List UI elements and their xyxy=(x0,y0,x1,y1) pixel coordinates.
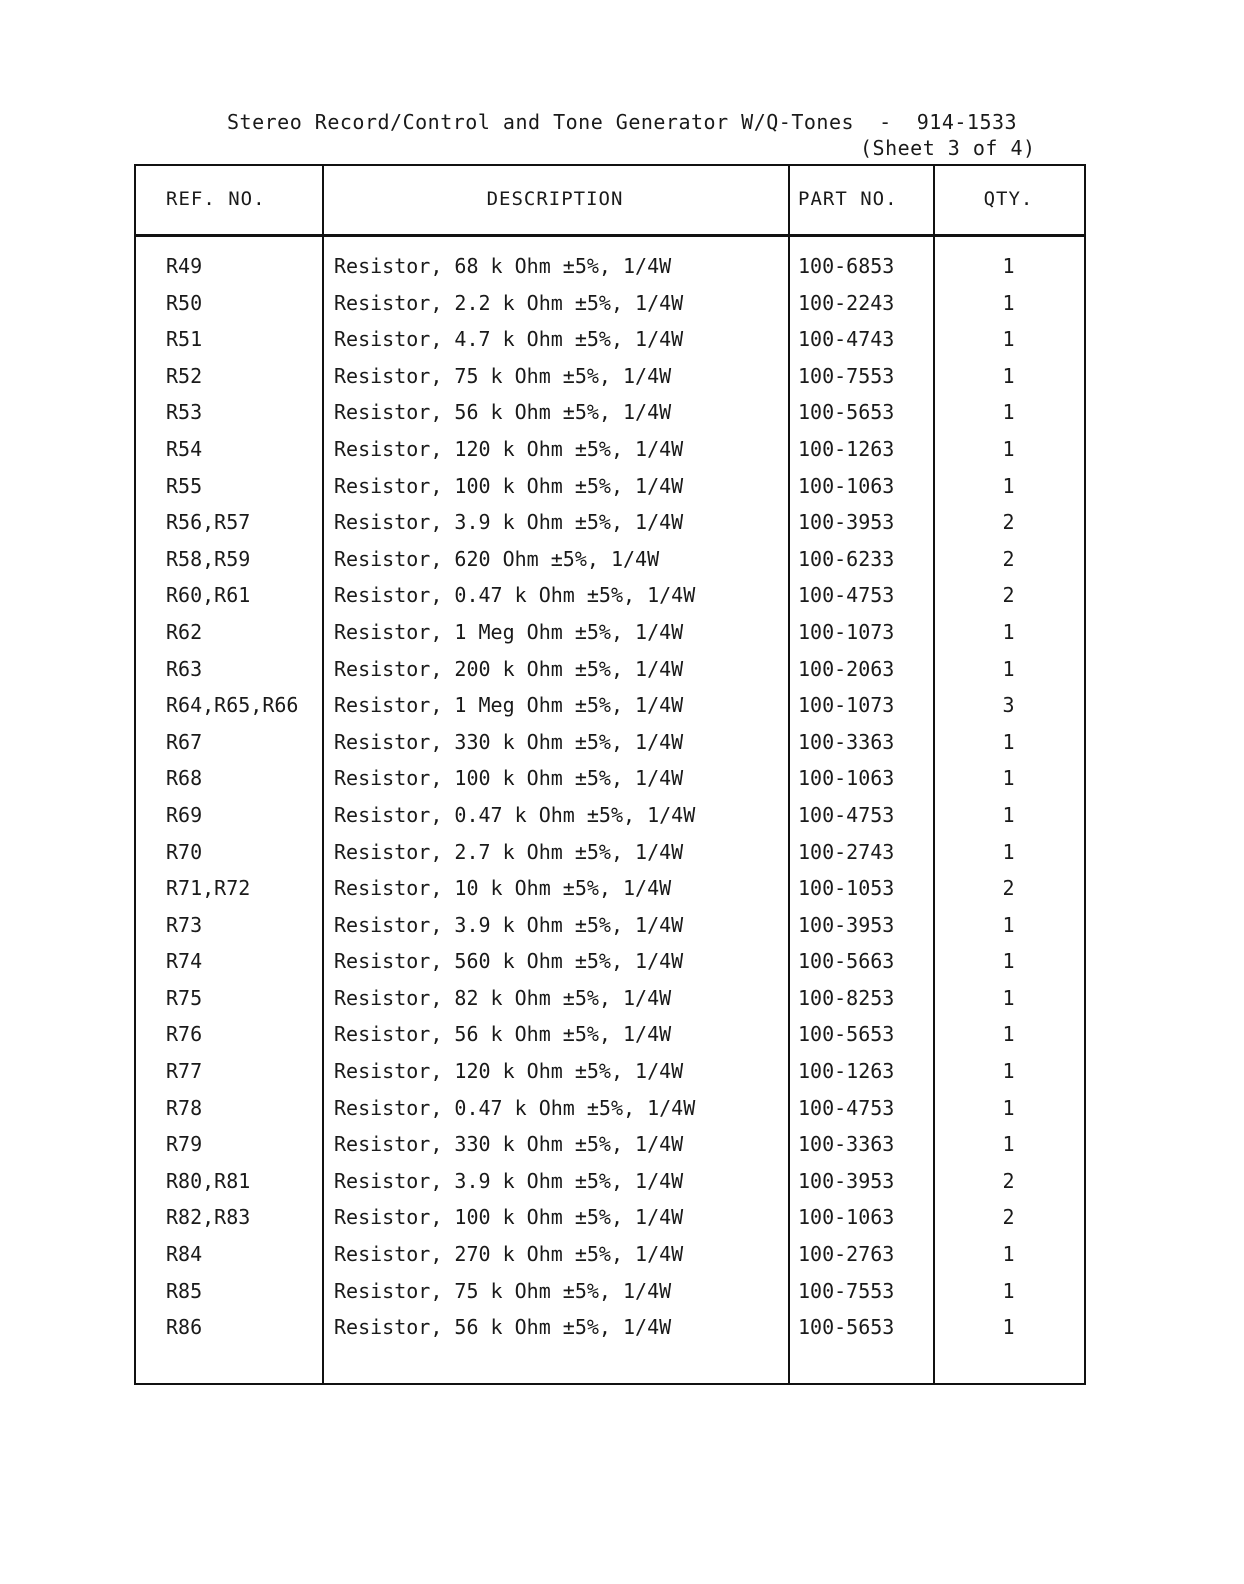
cell-description: Resistor, 330 k Ohm ±5%, 1/4W xyxy=(334,729,684,754)
cell-part-number: 100-1263 xyxy=(798,1059,895,1084)
table-row xyxy=(136,1242,1084,1279)
table-row xyxy=(136,949,1084,986)
cell-part-number: 100-3953 xyxy=(798,510,895,535)
cell-description: Resistor, 56 k Ohm ±5%, 1/4W xyxy=(334,1315,672,1340)
cell-description: Resistor, 75 k Ohm ±5%, 1/4W xyxy=(334,363,672,388)
cell-ref: R58,R59 xyxy=(166,546,251,571)
cell-description: Resistor, 1 Meg Ohm ±5%, 1/4W xyxy=(334,693,684,718)
cell-ref: R60,R61 xyxy=(166,583,251,608)
cell-part-number: 100-4753 xyxy=(798,583,895,608)
table-row xyxy=(136,693,1084,730)
cell-ref: R52 xyxy=(166,363,203,388)
cell-qty: 1 xyxy=(1002,656,1015,681)
cell-ref: R80,R81 xyxy=(166,1168,251,1193)
cell-part-number: 100-2743 xyxy=(798,839,895,864)
cell-part-number: 100-1073 xyxy=(798,619,895,644)
cell-description: Resistor, 56 k Ohm ±5%, 1/4W xyxy=(334,1022,672,1047)
cell-qty: 1 xyxy=(1002,766,1015,791)
column-header-part: PART NO. xyxy=(798,188,898,210)
cell-description: Resistor, 620 Ohm ±5%, 1/4W xyxy=(334,546,660,571)
table-row xyxy=(136,803,1084,840)
cell-qty: 1 xyxy=(1002,1278,1015,1303)
cell-qty: 1 xyxy=(1002,1022,1015,1047)
cell-part-number: 100-1073 xyxy=(798,693,895,718)
cell-part-number: 100-4743 xyxy=(798,327,895,352)
cell-description: Resistor, 75 k Ohm ±5%, 1/4W xyxy=(334,1278,672,1303)
cell-part-number: 100-3363 xyxy=(798,729,895,754)
table-row xyxy=(136,1315,1084,1352)
cell-ref: R76 xyxy=(166,1022,203,1047)
cell-qty: 3 xyxy=(1002,693,1015,718)
cell-part-number: 100-1263 xyxy=(798,436,895,461)
cell-ref: R78 xyxy=(166,1095,203,1120)
cell-description: Resistor, 82 k Ohm ±5%, 1/4W xyxy=(334,985,672,1010)
table-row xyxy=(136,730,1084,767)
cell-ref: R75 xyxy=(166,985,203,1010)
cell-description: Resistor, 0.47 k Ohm ±5%, 1/4W xyxy=(334,802,696,827)
cell-qty: 1 xyxy=(1002,985,1015,1010)
cell-qty: 1 xyxy=(1002,912,1015,937)
cell-ref: R64,R65,R66 xyxy=(166,693,299,718)
cell-description: Resistor, 0.47 k Ohm ±5%, 1/4W xyxy=(334,1095,696,1120)
table-row xyxy=(136,620,1084,657)
cell-description: Resistor, 0.47 k Ohm ±5%, 1/4W xyxy=(334,583,696,608)
table-row xyxy=(136,1279,1084,1316)
table-row xyxy=(136,1205,1084,1242)
cell-description: Resistor, 560 k Ohm ±5%, 1/4W xyxy=(334,949,684,974)
cell-qty: 2 xyxy=(1002,583,1015,608)
cell-qty: 2 xyxy=(1002,546,1015,571)
cell-part-number: 100-7553 xyxy=(798,363,895,388)
cell-qty: 1 xyxy=(1002,619,1015,644)
column-header-description: DESCRIPTION xyxy=(486,188,624,210)
cell-description: Resistor, 120 k Ohm ±5%, 1/4W xyxy=(334,1059,684,1084)
table-row xyxy=(136,547,1084,584)
cell-qty: 1 xyxy=(1002,436,1015,461)
cell-part-number: 100-2063 xyxy=(798,656,895,681)
cell-part-number: 100-1063 xyxy=(798,473,895,498)
cell-part-number: 100-5653 xyxy=(798,400,895,425)
cell-part-number: 100-6233 xyxy=(798,546,895,571)
parts-table xyxy=(134,164,1086,1385)
header-divider xyxy=(136,234,1084,237)
cell-qty: 2 xyxy=(1002,876,1015,901)
cell-part-number: 100-5653 xyxy=(798,1315,895,1340)
cell-part-number: 100-1063 xyxy=(798,1205,895,1230)
cell-part-number: 100-5663 xyxy=(798,949,895,974)
cell-description: Resistor, 3.9 k Ohm ±5%, 1/4W xyxy=(334,1168,684,1193)
cell-part-number: 100-4753 xyxy=(798,1095,895,1120)
cell-ref: R86 xyxy=(166,1315,203,1340)
table-row xyxy=(136,1169,1084,1206)
cell-qty: 1 xyxy=(1002,1315,1015,1340)
cell-ref: R77 xyxy=(166,1059,203,1084)
cell-qty: 1 xyxy=(1002,802,1015,827)
cell-part-number: 100-3363 xyxy=(798,1132,895,1157)
table-row xyxy=(136,510,1084,547)
cell-qty: 1 xyxy=(1002,1095,1015,1120)
table-row xyxy=(136,291,1084,328)
table-row xyxy=(136,657,1084,694)
cell-description: Resistor, 68 k Ohm ±5%, 1/4W xyxy=(334,254,672,278)
cell-qty: 1 xyxy=(1002,290,1015,315)
cell-qty: 1 xyxy=(1002,254,1015,278)
table-row xyxy=(136,766,1084,803)
cell-ref: R63 xyxy=(166,656,203,681)
cell-description: Resistor, 3.9 k Ohm ±5%, 1/4W xyxy=(334,912,684,937)
cell-description: Resistor, 330 k Ohm ±5%, 1/4W xyxy=(334,1132,684,1157)
cell-part-number: 100-1053 xyxy=(798,876,895,901)
cell-ref: R51 xyxy=(166,327,203,352)
cell-ref: R69 xyxy=(166,802,203,827)
cell-qty: 1 xyxy=(1002,327,1015,352)
cell-ref: R85 xyxy=(166,1278,203,1303)
cell-description: Resistor, 120 k Ohm ±5%, 1/4W xyxy=(334,436,684,461)
cell-description: Resistor, 1 Meg Ohm ±5%, 1/4W xyxy=(334,619,684,644)
table-row xyxy=(136,437,1084,474)
table-row xyxy=(136,1059,1084,1096)
cell-part-number: 100-1063 xyxy=(798,766,895,791)
column-header-ref: REF. NO. xyxy=(166,188,266,210)
cell-qty: 1 xyxy=(1002,363,1015,388)
cell-qty: 1 xyxy=(1002,729,1015,754)
cell-description: Resistor, 100 k Ohm ±5%, 1/4W xyxy=(334,766,684,791)
cell-ref: R84 xyxy=(166,1242,203,1267)
cell-ref: R71,R72 xyxy=(166,876,251,901)
cell-ref: R56,R57 xyxy=(166,510,251,535)
cell-qty: 2 xyxy=(1002,1168,1015,1193)
cell-part-number: 100-5653 xyxy=(798,1022,895,1047)
table-row xyxy=(136,474,1084,511)
cell-description: Resistor, 4.7 k Ohm ±5%, 1/4W xyxy=(334,327,684,352)
table-row xyxy=(136,327,1084,364)
cell-part-number: 100-3953 xyxy=(798,1168,895,1193)
cell-qty: 2 xyxy=(1002,1205,1015,1230)
cell-ref: R53 xyxy=(166,400,203,425)
cell-description: Resistor, 10 k Ohm ±5%, 1/4W xyxy=(334,876,672,901)
table-row xyxy=(136,1132,1084,1169)
cell-description: Resistor, 56 k Ohm ±5%, 1/4W xyxy=(334,400,672,425)
table-row xyxy=(136,1022,1084,1059)
table-row xyxy=(136,986,1084,1023)
cell-ref: R70 xyxy=(166,839,203,864)
cell-part-number: 100-4753 xyxy=(798,802,895,827)
table-row xyxy=(136,1096,1084,1133)
cell-qty: 1 xyxy=(1002,839,1015,864)
cell-part-number: 100-8253 xyxy=(798,985,895,1010)
cell-qty: 1 xyxy=(1002,400,1015,425)
column-header-qty: QTY. xyxy=(983,188,1034,210)
table-row xyxy=(136,583,1084,620)
cell-ref: R62 xyxy=(166,619,203,644)
cell-qty: 1 xyxy=(1002,1059,1015,1084)
sheet-number: (Sheet 3 of 4) xyxy=(860,136,1036,160)
cell-part-number: 100-7553 xyxy=(798,1278,895,1303)
cell-description: Resistor, 3.9 k Ohm ±5%, 1/4W xyxy=(334,510,684,535)
cell-qty: 1 xyxy=(1002,949,1015,974)
cell-description: Resistor, 2.2 k Ohm ±5%, 1/4W xyxy=(334,290,684,315)
cell-qty: 1 xyxy=(1002,473,1015,498)
cell-description: Resistor, 270 k Ohm ±5%, 1/4W xyxy=(334,1242,684,1267)
table-body xyxy=(136,254,1084,1352)
cell-ref: R74 xyxy=(166,949,203,974)
cell-ref: R54 xyxy=(166,436,203,461)
cell-description: Resistor, 100 k Ohm ±5%, 1/4W xyxy=(334,473,684,498)
cell-description: Resistor, 100 k Ohm ±5%, 1/4W xyxy=(334,1205,684,1230)
cell-qty: 1 xyxy=(1002,1242,1015,1267)
cell-ref: R55 xyxy=(166,473,203,498)
cell-ref: R82,R83 xyxy=(166,1205,251,1230)
cell-description: Resistor, 200 k Ohm ±5%, 1/4W xyxy=(334,656,684,681)
cell-part-number: 100-3953 xyxy=(798,912,895,937)
cell-ref: R68 xyxy=(166,766,203,791)
cell-ref: R49 xyxy=(166,254,203,278)
cell-ref: R67 xyxy=(166,729,203,754)
cell-description: Resistor, 2.7 k Ohm ±5%, 1/4W xyxy=(334,839,684,864)
table-row xyxy=(136,840,1084,877)
table-row xyxy=(136,400,1084,437)
table-row xyxy=(136,876,1084,913)
cell-ref: R73 xyxy=(166,912,203,937)
document-title: Stereo Record/Control and Tone Generator W/Q-Tones - 914-1533 xyxy=(227,110,1018,134)
table-row xyxy=(136,254,1084,291)
table-row xyxy=(136,364,1084,401)
cell-qty: 2 xyxy=(1002,510,1015,535)
cell-ref: R50 xyxy=(166,290,203,315)
cell-qty: 1 xyxy=(1002,1132,1015,1157)
table-row xyxy=(136,913,1084,950)
cell-part-number: 100-2763 xyxy=(798,1242,895,1267)
cell-part-number: 100-2243 xyxy=(798,290,895,315)
cell-part-number: 100-6853 xyxy=(798,254,895,278)
cell-ref: R79 xyxy=(166,1132,203,1157)
